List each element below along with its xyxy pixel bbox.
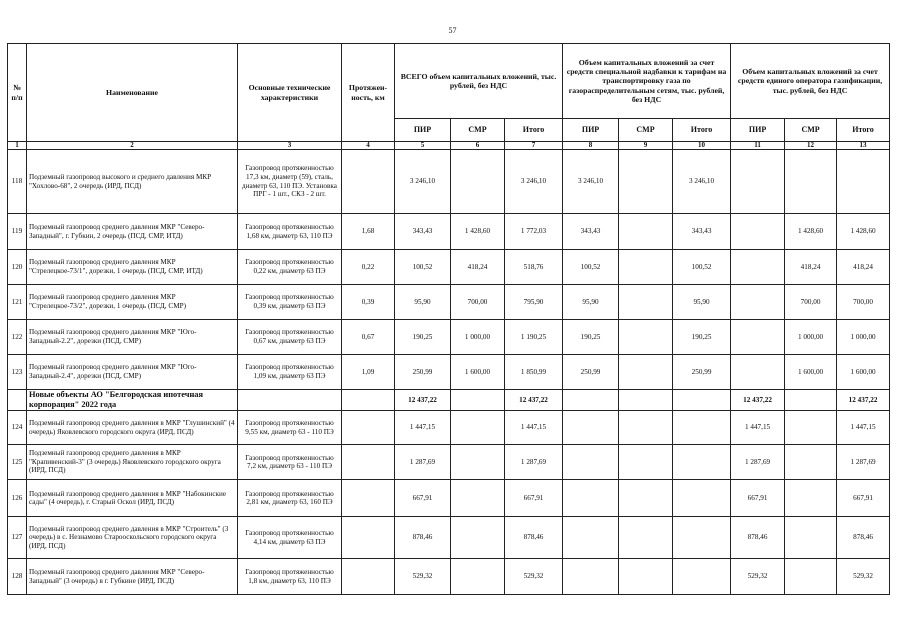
header-group-tariff: Объем капитальных вложений за счет средств специальной надбавки к тарифам на транспортировку газа по газораспределительным сетям, тыс. рублей, без НДС bbox=[563, 44, 731, 119]
table-row bbox=[8, 355, 890, 390]
table-row bbox=[8, 214, 890, 250]
amount-cell: 1 428,60 bbox=[837, 214, 890, 250]
column-number: 12 bbox=[785, 142, 837, 150]
amount-cell bbox=[785, 517, 837, 559]
subheader-cell: СМР bbox=[451, 119, 505, 142]
column-number: 10 bbox=[673, 142, 731, 150]
amount-cell bbox=[731, 214, 785, 250]
amount-cell: 878,46 bbox=[505, 517, 563, 559]
amount-cell bbox=[451, 517, 505, 559]
pipeline-length bbox=[342, 517, 395, 559]
column-number: 1 bbox=[8, 142, 27, 150]
amount-cell bbox=[451, 411, 505, 445]
object-name: Подземный газопровод высокого и среднего давления МКР "Хохлово-68", 2 очередь (ИРД, ПСД) bbox=[27, 150, 238, 214]
amount-cell: 418,24 bbox=[837, 250, 890, 285]
amount-cell bbox=[731, 285, 785, 320]
row-number bbox=[8, 390, 27, 411]
amount-cell bbox=[451, 390, 505, 411]
amount-cell: 100,52 bbox=[673, 250, 731, 285]
technical-characteristics: Газопровод протяженностью 0,39 км, диаметр 63 ПЭ bbox=[238, 285, 342, 320]
row-number: 124 bbox=[8, 411, 27, 445]
amount-cell: 529,32 bbox=[837, 559, 890, 595]
amount-cell: 1 287,69 bbox=[395, 445, 451, 480]
amount-cell bbox=[731, 250, 785, 285]
amount-cell: 878,46 bbox=[837, 517, 890, 559]
amount-cell: 3 246,10 bbox=[395, 150, 451, 214]
amount-cell: 1 600,00 bbox=[837, 355, 890, 390]
amount-cell bbox=[837, 150, 890, 214]
amount-cell: 12 437,22 bbox=[395, 390, 451, 411]
amount-cell: 1 000,00 bbox=[451, 320, 505, 355]
amount-cell bbox=[785, 480, 837, 517]
amount-cell bbox=[563, 390, 619, 411]
amount-cell: 1 287,69 bbox=[505, 445, 563, 480]
object-name: Подземный газопровод среднего давления МКР "Юго-Западный-2.4", дорезки (ПСД, СМР) bbox=[27, 355, 238, 390]
amount-cell: 418,24 bbox=[785, 250, 837, 285]
table-row bbox=[8, 285, 890, 320]
amount-cell bbox=[785, 411, 837, 445]
investment-table bbox=[7, 43, 890, 595]
amount-cell: 878,46 bbox=[395, 517, 451, 559]
amount-cell bbox=[563, 480, 619, 517]
amount-cell: 667,91 bbox=[395, 480, 451, 517]
amount-cell bbox=[619, 355, 673, 390]
table-row bbox=[8, 445, 890, 480]
amount-cell: 667,91 bbox=[505, 480, 563, 517]
pipeline-length: 0,39 bbox=[342, 285, 395, 320]
amount-cell: 1 600,00 bbox=[451, 355, 505, 390]
amount-cell bbox=[785, 390, 837, 411]
page-number: 57 bbox=[448, 26, 457, 35]
section-row bbox=[8, 390, 890, 411]
amount-cell: 250,99 bbox=[563, 355, 619, 390]
amount-cell bbox=[785, 150, 837, 214]
subheader-cell: ПИР bbox=[731, 119, 785, 142]
amount-cell: 529,32 bbox=[731, 559, 785, 595]
row-number: 127 bbox=[8, 517, 27, 559]
amount-cell bbox=[563, 517, 619, 559]
amount-cell: 1 447,15 bbox=[395, 411, 451, 445]
amount-cell: 12 437,22 bbox=[505, 390, 563, 411]
header-group-total: ВСЕГО объем капитальных вложений, тыс. рублей, без НДС bbox=[395, 44, 563, 119]
row-number: 120 bbox=[8, 250, 27, 285]
row-number: 128 bbox=[8, 559, 27, 595]
column-number: 3 bbox=[238, 142, 342, 150]
pipeline-length bbox=[342, 390, 395, 411]
amount-cell: 1 447,15 bbox=[731, 411, 785, 445]
amount-cell bbox=[619, 517, 673, 559]
amount-cell bbox=[563, 445, 619, 480]
row-number: 126 bbox=[8, 480, 27, 517]
amount-cell: 667,91 bbox=[731, 480, 785, 517]
object-name: Подземный газопровод среднего давления МКР "Стрелецкое-73/2", дорезки, 1 очередь (ПСД, СМР) bbox=[27, 285, 238, 320]
technical-characteristics bbox=[238, 390, 342, 411]
amount-cell: 12 437,22 bbox=[731, 390, 785, 411]
technical-characteristics: Газопровод протяженностью 4,14 км, диаметр 63 ПЭ bbox=[238, 517, 342, 559]
amount-cell bbox=[619, 390, 673, 411]
technical-characteristics: Газопровод протяженностью 1,8 км, диаметр 63, 110 ПЭ bbox=[238, 559, 342, 595]
amount-cell: 1 000,00 bbox=[837, 320, 890, 355]
amount-cell: 795,90 bbox=[505, 285, 563, 320]
amount-cell bbox=[451, 480, 505, 517]
amount-cell bbox=[673, 559, 731, 595]
pipeline-length bbox=[342, 445, 395, 480]
row-number: 121 bbox=[8, 285, 27, 320]
amount-cell bbox=[731, 355, 785, 390]
amount-cell bbox=[451, 559, 505, 595]
row-number: 125 bbox=[8, 445, 27, 480]
pipeline-length bbox=[342, 150, 395, 214]
object-name: Подземный газопровод среднего давления в МКР "Строитель" (3 очередь) в с. Незнамово Старооскольского городского округа (ИРД, ПСД) bbox=[27, 517, 238, 559]
column-number: 8 bbox=[563, 142, 619, 150]
row-number: 123 bbox=[8, 355, 27, 390]
table-row bbox=[8, 411, 890, 445]
object-name: Подземный газопровод среднего давления в МКР "Крапивенский-3" (3 очередь) Яковлевского городского округа (ИРД, ПСД) bbox=[27, 445, 238, 480]
table-row bbox=[8, 517, 890, 559]
amount-cell: 700,00 bbox=[785, 285, 837, 320]
technical-characteristics: Газопровод протяженностью 1,09 км, диаметр 63 ПЭ bbox=[238, 355, 342, 390]
column-number: 7 bbox=[505, 142, 563, 150]
amount-cell bbox=[785, 559, 837, 595]
amount-cell bbox=[619, 559, 673, 595]
row-number: 122 bbox=[8, 320, 27, 355]
amount-cell: 418,24 bbox=[451, 250, 505, 285]
object-name: Новые объекты АО "Белгородская ипотечная корпорация" 2022 года bbox=[27, 390, 238, 411]
amount-cell bbox=[619, 214, 673, 250]
amount-cell bbox=[673, 411, 731, 445]
object-name: Подземный газопровод среднего давления МКР "Стрелецкое-73/1", дорезки, 1 очередь (ПСД, СМР, ИТД) bbox=[27, 250, 238, 285]
column-number: 9 bbox=[619, 142, 673, 150]
table-body bbox=[8, 150, 890, 595]
column-number: 5 bbox=[395, 142, 451, 150]
amount-cell bbox=[785, 445, 837, 480]
amount-cell bbox=[619, 411, 673, 445]
amount-cell bbox=[731, 150, 785, 214]
amount-cell: 95,90 bbox=[673, 285, 731, 320]
technical-characteristics: Газопровод протяженностью 0,67 км, диаметр 63 ПЭ bbox=[238, 320, 342, 355]
object-name: Подземный газопровод среднего давления МКР "Северо-Западный", г. Губкин, 2 очередь (ПСД, СМР, ИТД) bbox=[27, 214, 238, 250]
header-group-operator: Объем капитальных вложений за счет средств единого оператора газификации, тыс. рублей, без НДС bbox=[731, 44, 890, 119]
technical-characteristics: Газопровод протяженностью 2,81 км, диаметр 63, 160 ПЭ bbox=[238, 480, 342, 517]
row-number: 118 bbox=[8, 150, 27, 214]
amount-cell: 1 428,60 bbox=[785, 214, 837, 250]
amount-cell bbox=[619, 320, 673, 355]
subheader-cell: СМР bbox=[785, 119, 837, 142]
amount-cell: 700,00 bbox=[451, 285, 505, 320]
header-name: Наименование bbox=[27, 44, 238, 142]
amount-cell: 529,32 bbox=[505, 559, 563, 595]
technical-characteristics: Газопровод протяженностью 1,68 км, диаметр 63, 110 ПЭ bbox=[238, 214, 342, 250]
table-row bbox=[8, 559, 890, 595]
table-row bbox=[8, 320, 890, 355]
amount-cell: 1 000,00 bbox=[785, 320, 837, 355]
header-tech: Основные технические характеристики bbox=[238, 44, 342, 142]
pipeline-length: 1,09 bbox=[342, 355, 395, 390]
amount-cell: 3 246,10 bbox=[505, 150, 563, 214]
amount-cell: 518,76 bbox=[505, 250, 563, 285]
subheader-cell: Итого bbox=[837, 119, 890, 142]
amount-cell: 700,00 bbox=[837, 285, 890, 320]
amount-cell: 1 772,03 bbox=[505, 214, 563, 250]
amount-cell bbox=[619, 250, 673, 285]
amount-cell: 1 190,25 bbox=[505, 320, 563, 355]
amount-cell bbox=[619, 150, 673, 214]
object-name: Подземный газопровод среднего давления МКР "Юго-Западный-2.2", дорезки (ПСД, СМР) bbox=[27, 320, 238, 355]
amount-cell bbox=[563, 559, 619, 595]
amount-cell: 100,52 bbox=[395, 250, 451, 285]
technical-characteristics: Газопровод протяженностью 9,55 км, диаметр 63 - 110 ПЭ bbox=[238, 411, 342, 445]
amount-cell bbox=[563, 411, 619, 445]
column-number: 4 bbox=[342, 142, 395, 150]
amount-cell: 3 246,10 bbox=[673, 150, 731, 214]
amount-cell: 250,99 bbox=[395, 355, 451, 390]
row-number: 119 bbox=[8, 214, 27, 250]
technical-characteristics: Газопровод протяженностью 0,22 км, диаметр 63 ПЭ bbox=[238, 250, 342, 285]
amount-cell: 190,25 bbox=[563, 320, 619, 355]
amount-cell bbox=[619, 445, 673, 480]
subheader-cell: ПИР bbox=[563, 119, 619, 142]
amount-cell: 190,25 bbox=[395, 320, 451, 355]
amount-cell: 343,43 bbox=[673, 214, 731, 250]
pipeline-length: 1,68 bbox=[342, 214, 395, 250]
header-num: № п/п bbox=[8, 44, 27, 142]
amount-cell: 667,91 bbox=[837, 480, 890, 517]
amount-cell: 12 437,22 bbox=[837, 390, 890, 411]
amount-cell bbox=[731, 320, 785, 355]
column-number: 6 bbox=[451, 142, 505, 150]
amount-cell: 100,52 bbox=[563, 250, 619, 285]
amount-cell bbox=[619, 480, 673, 517]
amount-cell bbox=[673, 390, 731, 411]
amount-cell: 1 600,00 bbox=[785, 355, 837, 390]
amount-cell: 1 287,69 bbox=[837, 445, 890, 480]
amount-cell bbox=[451, 445, 505, 480]
amount-cell bbox=[619, 285, 673, 320]
object-name: Подземный газопровод среднего давления МКР "Северо-Западный" (3 очередь) в г. Губкине (ИРД, ПСД) bbox=[27, 559, 238, 595]
amount-cell: 1 447,15 bbox=[837, 411, 890, 445]
amount-cell: 1 287,69 bbox=[731, 445, 785, 480]
amount-cell: 343,43 bbox=[563, 214, 619, 250]
subheader-cell: Итого bbox=[673, 119, 731, 142]
subheader-cell: Итого bbox=[505, 119, 563, 142]
pipeline-length bbox=[342, 559, 395, 595]
amount-cell bbox=[673, 517, 731, 559]
table-row bbox=[8, 150, 890, 214]
table-row bbox=[8, 480, 890, 517]
technical-characteristics: Газопровод протяженностью 17,3 км, диаметр (59), сталь, диаметр 63, 110 ПЭ. Установка ПРГ - 1 шт., СКЗ - 2 шт. bbox=[238, 150, 342, 214]
amount-cell: 1 428,60 bbox=[451, 214, 505, 250]
amount-cell: 95,90 bbox=[395, 285, 451, 320]
object-name: Подземный газопровод среднего давления в МКР "Набокинские сады" (4 очередь), г. Старый Оскол (ИРД, ПСД) bbox=[27, 480, 238, 517]
amount-cell: 529,32 bbox=[395, 559, 451, 595]
table-row bbox=[8, 250, 890, 285]
amount-cell: 250,99 bbox=[673, 355, 731, 390]
amount-cell bbox=[673, 480, 731, 517]
amount-cell: 343,43 bbox=[395, 214, 451, 250]
amount-cell: 1 447,15 bbox=[505, 411, 563, 445]
pipeline-length bbox=[342, 480, 395, 517]
subheader-cell: СМР bbox=[619, 119, 673, 142]
amount-cell bbox=[451, 150, 505, 214]
pipeline-length: 0,67 bbox=[342, 320, 395, 355]
header-length: Протяжен-ность, км bbox=[342, 44, 395, 142]
column-number: 11 bbox=[731, 142, 785, 150]
amount-cell: 1 850,99 bbox=[505, 355, 563, 390]
amount-cell: 95,90 bbox=[563, 285, 619, 320]
technical-characteristics: Газопровод протяженностью 7,2 км, диаметр 63 - 110 ПЭ bbox=[238, 445, 342, 480]
column-number: 13 bbox=[837, 142, 890, 150]
subheader-cell: ПИР bbox=[395, 119, 451, 142]
amount-cell: 878,46 bbox=[731, 517, 785, 559]
amount-cell bbox=[673, 445, 731, 480]
object-name: Подземный газопровод среднего давления в МКР "Глушинский" (4 очередь) Яковлевского городского округа (ИРД, ПСД) bbox=[27, 411, 238, 445]
pipeline-length: 0,22 bbox=[342, 250, 395, 285]
pipeline-length bbox=[342, 411, 395, 445]
amount-cell: 190,25 bbox=[673, 320, 731, 355]
column-number: 2 bbox=[27, 142, 238, 150]
amount-cell: 3 246,10 bbox=[563, 150, 619, 214]
